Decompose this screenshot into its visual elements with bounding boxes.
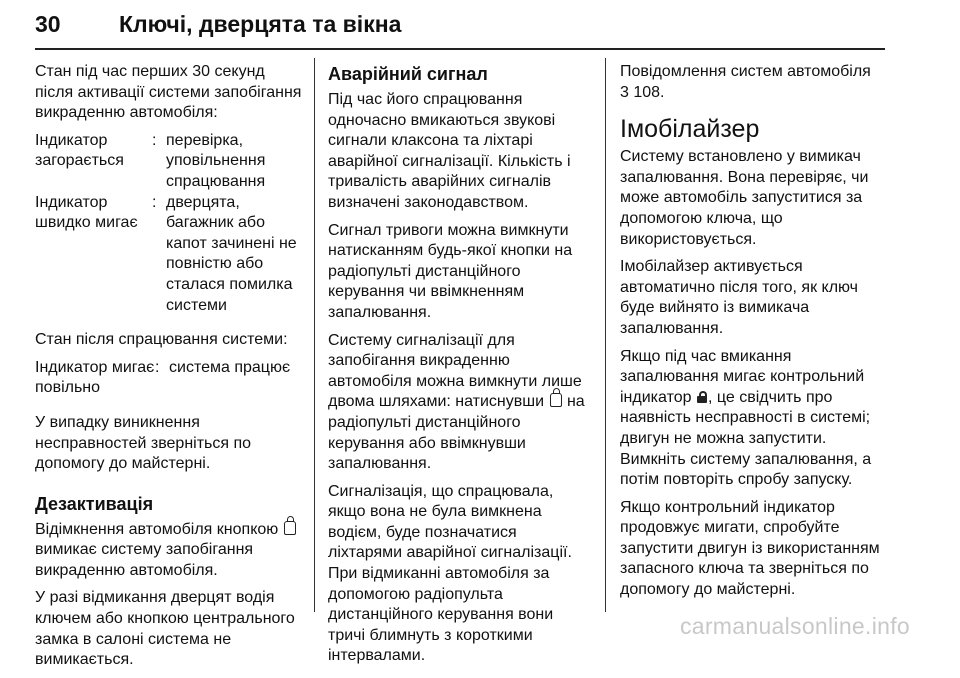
paragraph-after-activation: Стан після спрацювання системи:	[35, 331, 288, 349]
column-divider-1	[314, 58, 315, 612]
column-3	[620, 62, 888, 608]
definition-desc: система працює	[169, 358, 291, 376]
definition-term: Індикатор загорається	[35, 131, 124, 170]
definition-term: Індикатор мигає повільно	[35, 358, 155, 397]
paragraph-immobilizer-activate: Імобілайзер активується автоматично після того, як ключ буде вийнято із вимикача запалювання.	[620, 258, 859, 337]
page-reference-arrow: 3	[620, 83, 629, 101]
page-number: 30	[35, 11, 61, 37]
paragraph-immobilizer-indicator: Якщо під час вмикання запалювання мигає контрольний індикатор , це свідчить про наявність несправності в системі; двигун не можна запустити. Вимкніть систему запалювання, а потім повторіть спробу запуску.	[620, 347, 872, 489]
paragraph-immobilizer-install: Систему встановлено у вимикач запалювання. Вона перевіряє, чи може автомобіль запуститися за допомогою ключа, що використовується.	[620, 148, 869, 248]
heading-alarm: Аварійний сигнал	[328, 64, 488, 84]
heading-deactivation: Дезактивація	[35, 493, 154, 514]
paragraph-immobilizer-continues: Якщо контрольний індикатор продовжує мигати, спробуйте запустити двигун із використанням запасного ключа та зверніться по допомогу до майстерні.	[620, 498, 880, 599]
definition-separator: :	[155, 358, 160, 376]
unlock-icon	[550, 393, 562, 407]
watermark: carmanualsonline.info	[679, 613, 910, 639]
page-header	[35, 10, 885, 50]
column-1	[35, 62, 303, 678]
paragraph-unlock: Відімкнення автомобіля кнопкою вимикає систему запобігання викраденню автомобіля.	[35, 520, 303, 582]
paragraph-faults: У випадку виникнення несправностей зверніться по допомогу до майстерні.	[35, 413, 252, 473]
definition-desc: перевірка, уповільнення спрацювання	[166, 131, 266, 190]
definition-separator: :	[152, 131, 157, 149]
page-reference: 108.	[633, 83, 665, 101]
immobilizer-icon	[696, 391, 708, 403]
page-title: Ключі, дверцята та вікна	[119, 11, 402, 37]
column-divider-2	[605, 58, 606, 612]
definition-desc: дверцята, багажник або капот зачинені не повністю або сталася помилка системи	[166, 193, 297, 314]
paragraph-driver-door: У разі відмикання дверцят водія ключем або кнопкою центрального замка в салоні система не вимикається.	[35, 589, 295, 669]
column-2	[328, 62, 590, 674]
unlock-icon	[284, 521, 296, 535]
paragraph-alarm-off: Сигнал тривоги можна вимкнути натисканням будь-якої кнопки на радіопульті дистанційного керування чи ввімкненням запалювання.	[328, 221, 573, 321]
paragraph-alarm-two-ways: Систему сигналізації для запобігання викраденню автомобіля можна вимкнути лише двома шляхами: натиснувши на радіопульті дистанційного керування або ввімкнувши запалювання.	[328, 331, 585, 473]
definition-term: Індикатор швидко мигає	[35, 193, 138, 232]
paragraph-vehicle-messages: Повідомлення систем автомобіля 3 108.	[620, 63, 871, 101]
definition-row	[35, 358, 303, 399]
paragraph-alarm-trigger: Під час його спрацювання одночасно вмикаються звукові сигнали клаксона та ліхтарі аварійної сигналізації. Кількість і тривалість аварійних сигналів визначені законодавством.	[328, 91, 571, 211]
heading-immobilizer: Імобілайзер	[620, 115, 760, 144]
definition-row	[35, 131, 303, 193]
definition-row	[35, 193, 303, 317]
paragraph-alarm-triggered: Сигналізація, що спрацювала, якщо вона не була вимкнена водієм, буде позначатися ліхтарями аварійної сигналізації. При відмиканні автомобіля за допомогою радіопульта дистанційного керування вони тричі блимнуть з короткими інтервалами.	[328, 482, 572, 665]
definition-separator: :	[152, 193, 157, 211]
paragraph-first-30-seconds: Стан під час перших 30 секунд після активації системи запобігання викраденню автомобіля:	[35, 63, 302, 122]
